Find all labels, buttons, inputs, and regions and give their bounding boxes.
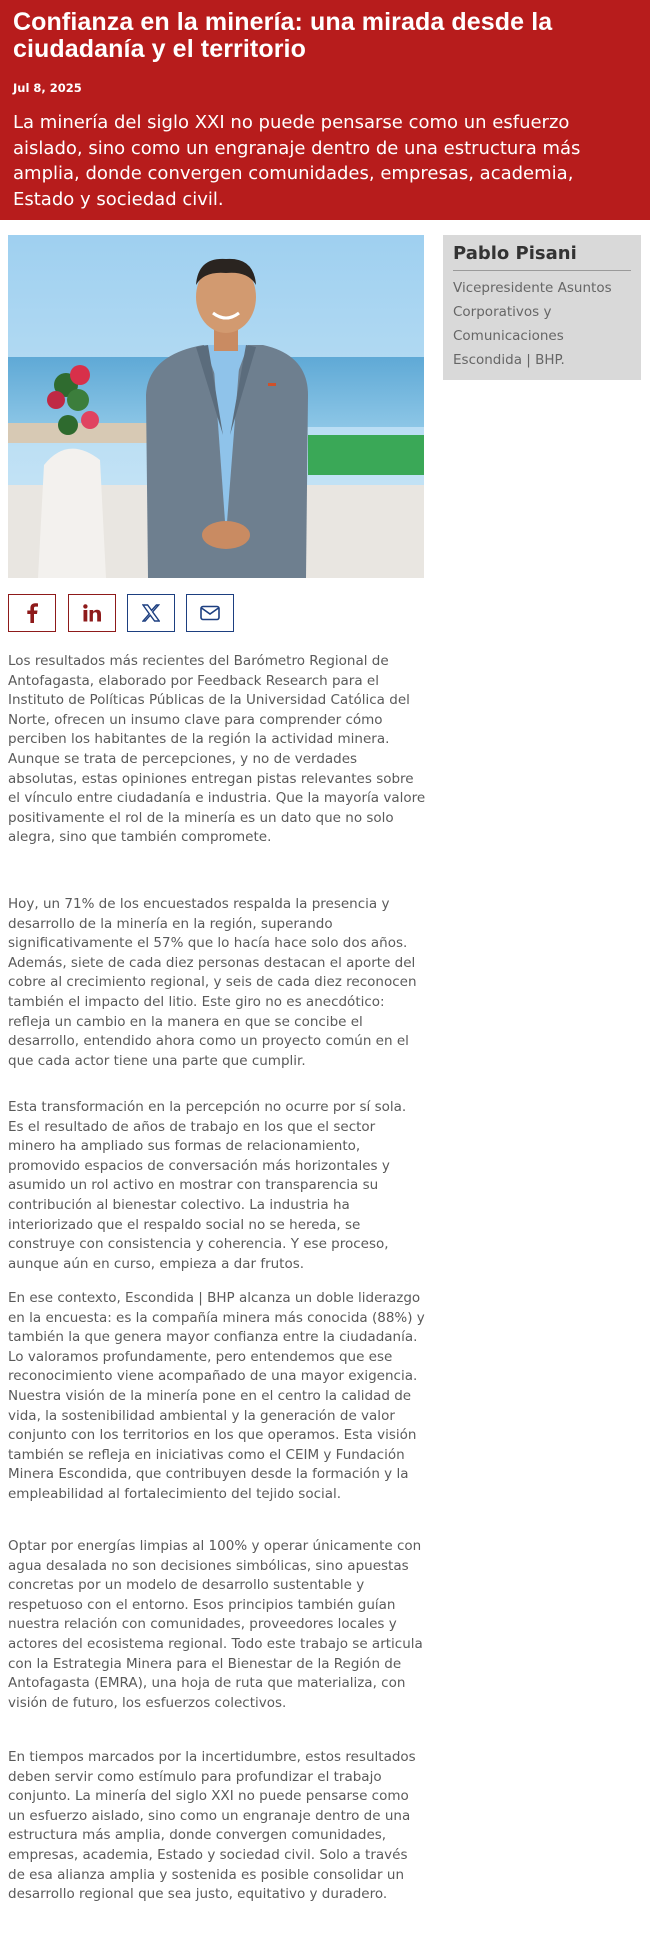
share-facebook-button[interactable] bbox=[8, 594, 56, 632]
article-title: Confianza en la minería: una mirada desde la ciudadanía y el territorio bbox=[13, 8, 553, 63]
article-header bbox=[0, 0, 650, 220]
share-email-button[interactable] bbox=[186, 594, 234, 632]
author-role: Vicepresidente Asuntos Corporativos y Comunicaciones Escondida | BHP. bbox=[453, 280, 612, 368]
article-paragraph-3: Esta transformación en la percepción no ocurre por sí sola. Es el resultado de años de trabajo en los que el sector minero ha ampliado sus formas de relacionamiento, promovido espacios de conversación más horizontales y asumido un rol activo en mostrar con transparencia su contribución al bienestar colectivo. La industria ha interiorizado que el respaldo social no se hereda, se construye con consistencia y coherencia. Y ese proceso, aunque aún en curso, empieza a dar frutos. bbox=[8, 1099, 407, 1272]
article-paragraph-6: En tiempos marcados por la incertidumbre, estos resultados deben servir como estímulo para profundizar el trabajo conjunto. La minería del siglo XXI no puede pensarse como un esfuerzo aislado, sino como un engranaje dentro de una estructura más amplia, donde convergen comunidades, empresas, academia, Estado y sociedad civil. Solo a través de esa alianza amplia y sostenida es posible consolidar un desarrollo regional que sea justo, equitativo y duradero. bbox=[8, 1749, 416, 1903]
article-date: Jul 8, 2025 bbox=[13, 81, 82, 95]
author-photo bbox=[8, 235, 424, 578]
email-icon bbox=[200, 605, 220, 621]
article-paragraph-5: Optar por energías limpias al 100% y operar únicamente con agua desalada no son decisiones simbólicas, sino apuestas concretas por un modelo de desarrollo sustentable y respetuoso con el entorno. Esos principios también guían nuestra relación con comunidades, proveedores locales y actores del ecosistema regional. Todo este trabajo se articula con la Estrategia Minera para el Bienestar de la Región de Antofagasta (EMRA), una hoja de ruta que materializa, con visión de futuro, los esfuerzos colectivos. bbox=[8, 1538, 423, 1711]
share-linkedin-button[interactable] bbox=[68, 594, 116, 632]
article-paragraph-4: En ese contexto, Escondida | BHP alcanza un doble liderazgo en la encuesta: es la compañía minera más conocida (88%) y también la que genera mayor confianza entre la ciudadanía. Lo valoramos profundamente, pero entendemos que ese reconocimiento viene acompañado de una mayor exigencia. Nuestra visión de la minería pone en el centro la calidad de vida, la sostenibilidad ambiental y la generación de valor conjunto con los territorios en los que operamos. Esta visión también se refleja en iniciativas como el CEIM y Fundación Minera Escondida, que contribuyen desde la formación y la empleabilidad al fortalecimiento del tejido social. bbox=[8, 1290, 425, 1502]
facebook-icon bbox=[25, 603, 39, 623]
author-card bbox=[443, 235, 641, 380]
share-x-button[interactable] bbox=[127, 594, 175, 632]
article-paragraph-2: Hoy, un 71% de los encuestados respalda la presencia y desarrollo de la minería en la región, superando significativamente el 57% que lo hacía hace solo dos años. Además, siete de cada diez personas destacan el aporte del cobre al crecimiento regional, y seis de cada diez reconocen también el impacto del litio. Este giro no es anecdótico: refleja un cambio en la manera en que se concibe el desarrollo, entendido ahora como un proyecto común en el que cada actor tiene una parte que cumplir. bbox=[8, 896, 417, 1069]
article-paragraph-1: Los resultados más recientes del Barómetro Regional de Antofagasta, elaborado por Feedback Research para el Instituto de Políticas Públicas de la Universidad Católica del Norte, ofrecen un insumo clave para comprender cómo perciben los habitantes de la región la actividad minera. Aunque se trata de percepciones, y no de verdades absolutas, estas opiniones entregan pistas relevantes sobre el vínculo entre ciudadanía e industria. Que la mayoría valore positivamente el rol de la minería es un dato que no solo alegra, sino que también compromete. bbox=[8, 653, 426, 846]
linkedin-icon bbox=[83, 604, 101, 622]
author-name: Pablo Pisani bbox=[453, 242, 631, 271]
article-lead: La minería del siglo XXI no puede pensarse como un esfuerzo aislado, sino como un engranaje dentro de una estructura más amplia, donde convergen comunidades, empresas, academia, Estado y sociedad civil. bbox=[13, 112, 581, 210]
x-icon bbox=[142, 604, 160, 622]
